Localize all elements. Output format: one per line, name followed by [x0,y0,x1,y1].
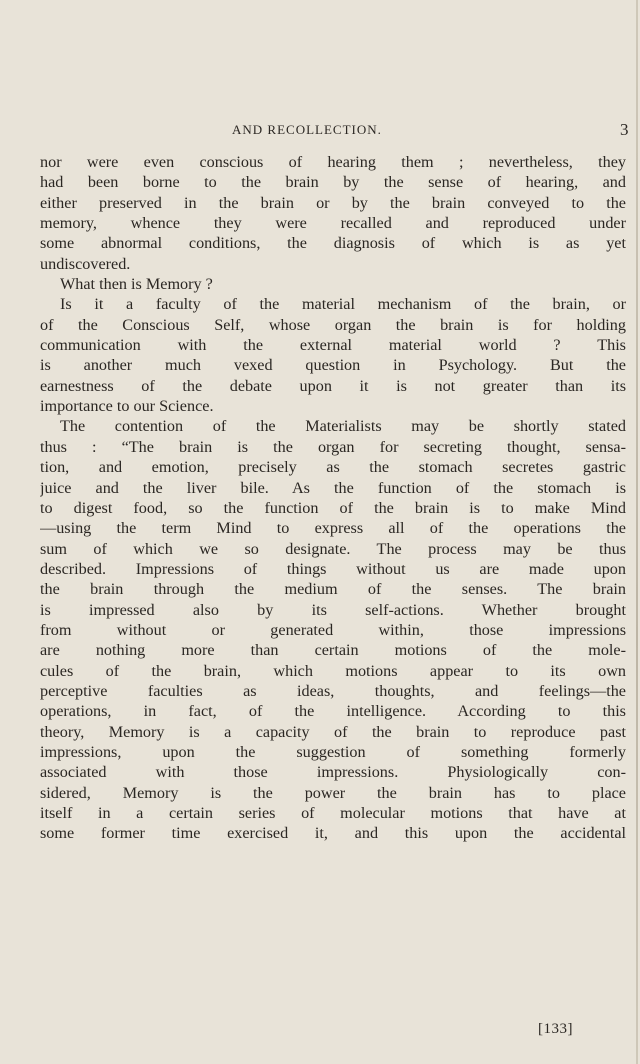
text-line: of the Conscious Self, whose organ the brain is for holding [40,315,626,334]
running-head [0,120,640,140]
text-line: theory, Memory is a capacity of the brain to reproduce past [40,722,626,741]
signature-mark: [133] [538,1021,573,1037]
text-line: are nothing more than certain motions of the mole- [40,641,626,660]
text-line: The contention of the Materialists may be shortly stated [60,417,626,436]
text-line: sidered, Memory is the power the brain has to place [40,783,626,802]
page-edge [636,0,638,1064]
body-text [40,152,626,844]
text-line: itself in a certain series of molecular motions that have at [40,804,626,822]
text-line: —using the term Mind to express all of the operations the [40,519,626,538]
text-line: is impressed also by its self-actions. Whether brought [40,600,626,619]
text-line: either preserved in the brain or by the brain conveyed to the [40,193,626,212]
text-line: memory, whence they were recalled and reproduced under [40,214,626,233]
text-line: operations, in fact, of the intelligence. According to this [40,702,626,721]
text-line: some former time exercised it, and this upon the accidental [40,824,626,843]
text-line: sum of which we so designate. The process may be thus [40,539,626,558]
text-line: Is it a faculty of the material mechanism of the brain, or [60,295,626,314]
text-line: associated with those impressions. Physiologically con- [40,763,626,782]
text-line: thus : “The brain is the organ for secreting thought, sensa- [40,437,626,456]
text-line: from without or generated within, those impressions [40,620,626,639]
text-line: undiscovered. [40,254,131,273]
text-line: What then is Memory ? [60,275,213,294]
text-line: nor were even conscious of hearing them ; nevertheless, they [40,153,626,171]
text-line: tion, and emotion, precisely as the stomach secretes gastric [40,458,626,477]
text-line: juice and the liver bile. As the function of the stomach is [40,478,626,497]
text-line: to digest food, so the function of the brain is to make Mind [40,498,626,517]
running-title: AND RECOLLECTION. [232,122,382,137]
text-line: the brain through the medium of the senses. The brain [40,580,626,599]
text-line: described. Impressions of things without us are made upon [40,559,626,578]
text-line: communication with the external material world ? This [40,336,626,355]
text-line: earnestness of the debate upon it is not greater than its [40,376,626,395]
text-line: had been borne to the brain by the sense of hearing, and [40,173,626,192]
text-line: is another much vexed question in Psychology. But the [40,356,626,375]
text-line: cules of the brain, which motions appear to its own [40,661,626,680]
text-line: some abnormal conditions, the diagnosis of which is as yet [40,234,626,253]
text-line: perceptive faculties as ideas, thoughts, and feelings—the [40,681,626,700]
text-line: impressions, upon the suggestion of something formerly [40,742,626,761]
text-line: importance to our Science. [40,397,214,416]
page-number: 3 [620,120,629,139]
